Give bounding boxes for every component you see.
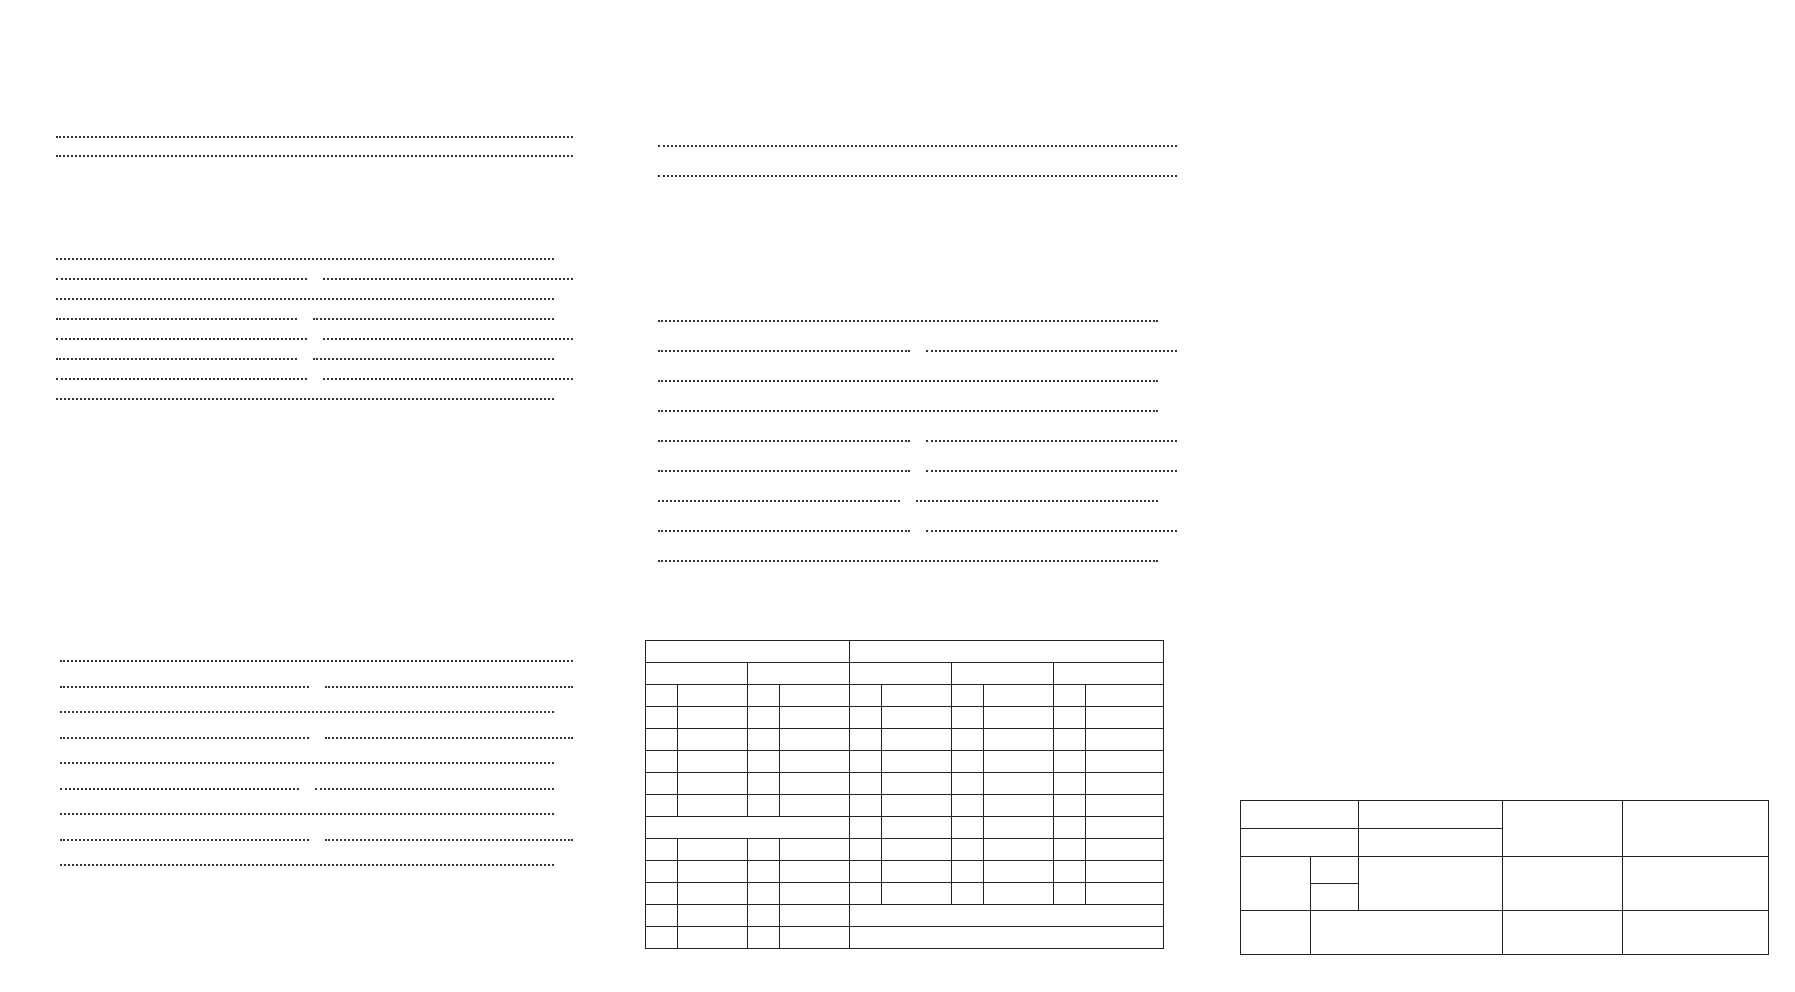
duty-offer-label bbox=[1503, 911, 1623, 955]
bus-cell bbox=[1086, 839, 1164, 861]
order-row bbox=[640, 143, 1162, 145]
bus-header bbox=[850, 663, 952, 685]
bus-cell bbox=[1086, 883, 1164, 905]
leader-dots bbox=[56, 258, 554, 260]
bus-cell bbox=[646, 685, 678, 707]
order-row bbox=[42, 709, 558, 711]
order-row bbox=[42, 837, 558, 839]
leader-dots bbox=[658, 350, 910, 352]
leader-dots bbox=[658, 560, 1158, 562]
bus-cell bbox=[678, 861, 748, 883]
order-row bbox=[42, 786, 558, 788]
bus-cell bbox=[882, 773, 952, 795]
bus-cell bbox=[748, 795, 780, 817]
bus-cell bbox=[1054, 773, 1086, 795]
order-row bbox=[42, 760, 558, 762]
bus-cell bbox=[646, 927, 678, 949]
order-row bbox=[42, 862, 558, 864]
order-row bbox=[38, 276, 558, 278]
bus-cell bbox=[1054, 839, 1086, 861]
bus-cell bbox=[882, 883, 952, 905]
leader-dots bbox=[56, 338, 307, 340]
bus-cell bbox=[1086, 795, 1164, 817]
leader-dots bbox=[60, 864, 554, 866]
leader-dots bbox=[56, 155, 573, 157]
bus-cell bbox=[748, 707, 780, 729]
bus-cell bbox=[850, 773, 882, 795]
leader-dots bbox=[313, 358, 554, 360]
leader-dots bbox=[60, 813, 554, 815]
bus-schedule bbox=[645, 640, 1163, 949]
duty-offer-value bbox=[1623, 911, 1769, 955]
bus-cell bbox=[882, 839, 952, 861]
leader-dots bbox=[658, 175, 1177, 177]
bus-cell bbox=[850, 927, 1164, 949]
bus-cell bbox=[1054, 883, 1086, 905]
bus-header bbox=[1054, 663, 1164, 685]
bus-cell bbox=[984, 751, 1054, 773]
duty-pray-label bbox=[1311, 857, 1359, 884]
bus-cell bbox=[984, 883, 1054, 905]
bus-cell bbox=[748, 751, 780, 773]
bus-cell bbox=[1054, 729, 1086, 751]
bus-sunday2-header bbox=[850, 641, 1164, 663]
leader-dots bbox=[56, 278, 307, 280]
bus-cell bbox=[850, 861, 882, 883]
bus-cell bbox=[780, 773, 850, 795]
leader-dots bbox=[56, 318, 297, 320]
bus-cell bbox=[850, 729, 882, 751]
bus-header bbox=[646, 663, 748, 685]
order-row bbox=[38, 296, 558, 298]
bus-cell bbox=[1086, 861, 1164, 883]
bus-cell bbox=[748, 773, 780, 795]
duty-r1-label bbox=[1241, 801, 1359, 829]
bus-cell bbox=[984, 861, 1054, 883]
leader-dots bbox=[658, 410, 1158, 412]
bus-cell bbox=[1086, 817, 1164, 839]
bus-cell bbox=[850, 905, 1164, 927]
bus-cell bbox=[952, 751, 984, 773]
bus-cell bbox=[952, 817, 984, 839]
bus-cell bbox=[646, 861, 678, 883]
bus-cell bbox=[850, 685, 882, 707]
order-row bbox=[42, 658, 558, 660]
bus-cell bbox=[646, 729, 678, 751]
leader-dots bbox=[916, 500, 1158, 502]
leader-dots bbox=[323, 338, 574, 340]
leader-dots bbox=[315, 788, 554, 790]
leader-dots bbox=[926, 440, 1178, 442]
bus-cell bbox=[952, 795, 984, 817]
order-row bbox=[42, 811, 558, 813]
bus-cell bbox=[678, 707, 748, 729]
bus-cell bbox=[748, 861, 780, 883]
bus-cell bbox=[678, 839, 748, 861]
bus-cell bbox=[984, 795, 1054, 817]
duty-wed-value bbox=[1359, 857, 1503, 911]
bus-cell bbox=[984, 839, 1054, 861]
bus-cell bbox=[678, 773, 748, 795]
bus-cell bbox=[678, 905, 748, 927]
bus-cell bbox=[646, 795, 678, 817]
order-row bbox=[38, 336, 558, 338]
bus-cell bbox=[678, 685, 748, 707]
bus-cell bbox=[882, 685, 952, 707]
leader-dots bbox=[56, 398, 554, 400]
bus-table bbox=[645, 640, 1164, 949]
bus-cell bbox=[780, 729, 850, 751]
leader-dots bbox=[56, 358, 297, 360]
bus-cell bbox=[780, 927, 850, 949]
bus-cell bbox=[1054, 685, 1086, 707]
bus-cell bbox=[780, 861, 850, 883]
leader-dots bbox=[325, 737, 574, 739]
bus-cell bbox=[984, 685, 1054, 707]
bus-cell bbox=[748, 927, 780, 949]
bus-cell bbox=[1054, 861, 1086, 883]
leader-dots bbox=[60, 686, 309, 688]
bus-cell bbox=[748, 729, 780, 751]
bus-cell bbox=[1086, 685, 1164, 707]
leader-dots bbox=[60, 737, 309, 739]
bus-cell bbox=[952, 773, 984, 795]
bus-cell bbox=[780, 839, 850, 861]
bus-cell bbox=[952, 839, 984, 861]
bus-cell bbox=[952, 861, 984, 883]
bus-cell bbox=[1054, 795, 1086, 817]
leader-dots bbox=[60, 762, 554, 764]
leader-dots bbox=[56, 378, 307, 380]
bus-cell bbox=[882, 817, 952, 839]
order-row bbox=[640, 348, 1162, 350]
bus-cell bbox=[748, 905, 780, 927]
bus-header bbox=[952, 663, 1054, 685]
leader-dots bbox=[658, 500, 900, 502]
leader-dots bbox=[926, 350, 1178, 352]
bus-cell bbox=[1054, 751, 1086, 773]
bus-cell bbox=[882, 751, 952, 773]
bus-cell bbox=[882, 861, 952, 883]
bus-cell bbox=[952, 685, 984, 707]
leader-dots bbox=[325, 686, 574, 688]
order-row bbox=[640, 173, 1162, 175]
bus-cell bbox=[882, 707, 952, 729]
order-row bbox=[640, 558, 1162, 560]
bus-cell bbox=[850, 751, 882, 773]
bus-cell bbox=[646, 905, 678, 927]
leader-dots bbox=[325, 839, 574, 841]
order-row bbox=[38, 134, 558, 136]
duty-guide-value bbox=[1311, 911, 1503, 955]
order-row bbox=[640, 438, 1162, 440]
bus-cell bbox=[678, 729, 748, 751]
bus-cell bbox=[882, 795, 952, 817]
bus-cell bbox=[646, 773, 678, 795]
bus-cell bbox=[780, 905, 850, 927]
bus-cell bbox=[748, 839, 780, 861]
bus-cell bbox=[748, 883, 780, 905]
duty-table bbox=[1240, 800, 1769, 955]
order-row bbox=[640, 528, 1162, 530]
leader-dots bbox=[323, 278, 574, 280]
duty-r2-label bbox=[1241, 829, 1359, 857]
bus-cell bbox=[850, 883, 882, 905]
bus-cell bbox=[1086, 751, 1164, 773]
leader-dots bbox=[60, 660, 573, 662]
duty-r3-label bbox=[1503, 801, 1623, 857]
bus-cell bbox=[678, 751, 748, 773]
bus-cell bbox=[646, 883, 678, 905]
leader-dots bbox=[926, 470, 1178, 472]
duty-special-label bbox=[1311, 884, 1359, 911]
duty-wed-label bbox=[1241, 857, 1311, 911]
order-row bbox=[640, 318, 1162, 320]
bus-cell bbox=[646, 839, 678, 861]
order-row bbox=[640, 498, 1162, 500]
order-row bbox=[640, 408, 1162, 410]
bus-cell bbox=[678, 883, 748, 905]
bus-cell bbox=[780, 883, 850, 905]
leader-dots bbox=[658, 320, 1158, 322]
bus-cell bbox=[1054, 707, 1086, 729]
duty-r1-value bbox=[1359, 801, 1503, 829]
bus-cell bbox=[780, 751, 850, 773]
leader-dots bbox=[56, 298, 554, 300]
order-row bbox=[38, 396, 558, 398]
order-row bbox=[38, 356, 558, 358]
duty-r3-value bbox=[1623, 801, 1769, 857]
leader-dots bbox=[658, 380, 1158, 382]
order-row bbox=[640, 378, 1162, 380]
order-row bbox=[640, 468, 1162, 470]
duty-meal-value bbox=[1623, 857, 1769, 911]
bus-cell bbox=[984, 773, 1054, 795]
order-row bbox=[38, 153, 558, 155]
leader-dots bbox=[658, 530, 910, 532]
bus-cell bbox=[952, 883, 984, 905]
bus-cell bbox=[850, 839, 882, 861]
bus-cell bbox=[850, 795, 882, 817]
leader-dots bbox=[658, 440, 910, 442]
bus-cell bbox=[780, 707, 850, 729]
leader-dots bbox=[60, 711, 554, 713]
leader-dots bbox=[926, 530, 1178, 532]
bus-cell bbox=[984, 707, 1054, 729]
bus-cell bbox=[646, 751, 678, 773]
bus-cell bbox=[1054, 817, 1086, 839]
order-row bbox=[38, 376, 558, 378]
duty-guide-label bbox=[1241, 911, 1311, 955]
bus-cell bbox=[984, 817, 1054, 839]
bus-cell bbox=[952, 729, 984, 751]
bus-cell bbox=[850, 817, 882, 839]
bus-cell bbox=[780, 795, 850, 817]
bus-cell bbox=[678, 795, 748, 817]
bus-cell bbox=[882, 729, 952, 751]
bus-cell bbox=[1086, 773, 1164, 795]
bus-dawn-header bbox=[646, 641, 850, 663]
bus-header bbox=[748, 663, 850, 685]
duty-r2-value bbox=[1359, 829, 1503, 857]
leader-dots bbox=[658, 470, 910, 472]
leader-dots bbox=[60, 839, 309, 841]
bus-cell bbox=[1086, 729, 1164, 751]
leader-dots bbox=[56, 136, 573, 138]
bus-cell bbox=[952, 707, 984, 729]
bus-cell bbox=[678, 927, 748, 949]
bus-cell bbox=[984, 729, 1054, 751]
order-row bbox=[42, 684, 558, 686]
duty-meal-label bbox=[1503, 857, 1623, 911]
duty-roster bbox=[1240, 800, 1769, 955]
bus-cell bbox=[1086, 707, 1164, 729]
leader-dots bbox=[60, 788, 299, 790]
bus-cell bbox=[646, 707, 678, 729]
leader-dots bbox=[658, 145, 1177, 147]
bus-wed-header bbox=[646, 817, 850, 839]
bus-cell bbox=[748, 685, 780, 707]
bus-cell bbox=[780, 685, 850, 707]
leader-dots bbox=[323, 378, 574, 380]
order-row bbox=[38, 316, 558, 318]
leader-dots bbox=[313, 318, 554, 320]
bus-cell bbox=[850, 707, 882, 729]
order-row bbox=[42, 735, 558, 737]
order-row bbox=[38, 256, 558, 258]
